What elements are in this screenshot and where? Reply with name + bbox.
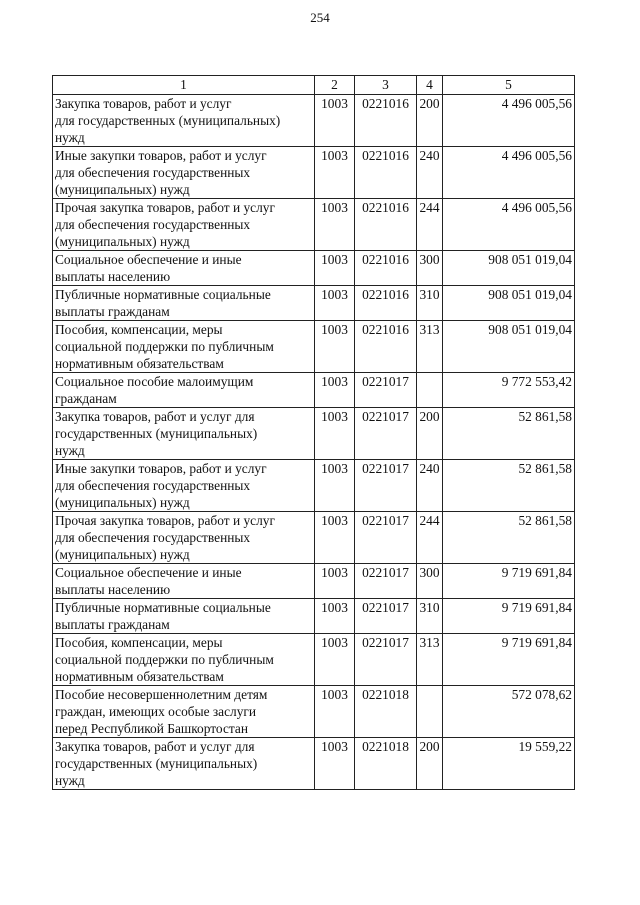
row-name-cell: Социальное обеспечение и иные выплаты населению [53, 251, 315, 286]
table-row [53, 321, 575, 373]
row-amount-cell: 908 051 019,04 [443, 286, 575, 321]
column-header-target: 3 [355, 76, 417, 95]
table-row [53, 599, 575, 634]
row-section-cell: 1003 [315, 286, 355, 321]
row-section-cell: 1003 [315, 251, 355, 286]
page-number: 254 [310, 10, 330, 25]
table-row [53, 373, 575, 408]
row-amount-cell: 4 496 005,56 [443, 147, 575, 199]
table-row [53, 408, 575, 460]
row-section-cell: 1003 [315, 738, 355, 790]
table-row [53, 251, 575, 286]
row-amount-cell: 572 078,62 [443, 686, 575, 738]
row-section-cell: 1003 [315, 599, 355, 634]
row-section-cell: 1003 [315, 512, 355, 564]
row-type-cell: 244 [417, 199, 443, 251]
row-section-cell: 1003 [315, 634, 355, 686]
row-type-cell: 313 [417, 634, 443, 686]
table-header-row [53, 76, 575, 95]
row-name-cell: Социальное пособие малоимущим гражданам [53, 373, 315, 408]
row-amount-cell: 52 861,58 [443, 408, 575, 460]
row-type-cell [417, 373, 443, 408]
row-type-cell: 200 [417, 408, 443, 460]
row-section-cell: 1003 [315, 408, 355, 460]
row-amount-cell: 9 719 691,84 [443, 599, 575, 634]
row-type-cell: 240 [417, 147, 443, 199]
row-type-cell: 240 [417, 460, 443, 512]
row-name-cell: Прочая закупка товаров, работ и услуг для обеспечения государственных (муниципальных) нужд [53, 199, 315, 251]
table-row [53, 199, 575, 251]
column-header-name: 1 [53, 76, 315, 95]
row-amount-cell: 9 719 691,84 [443, 634, 575, 686]
row-name-cell: Иные закупки товаров, работ и услуг для обеспечения государственных (муниципальных) нужд [53, 460, 315, 512]
table-row [53, 634, 575, 686]
row-name-cell: Закупка товаров, работ и услуг для государственных (муниципальных) нужд [53, 95, 315, 147]
table-row [53, 147, 575, 199]
row-type-cell [417, 686, 443, 738]
column-header-amount: 5 [443, 76, 575, 95]
row-amount-cell: 9 772 553,42 [443, 373, 575, 408]
row-target-cell: 0221016 [355, 286, 417, 321]
table-body [53, 95, 575, 790]
row-type-cell: 310 [417, 286, 443, 321]
row-amount-cell: 908 051 019,04 [443, 251, 575, 286]
row-section-cell: 1003 [315, 373, 355, 408]
row-name-cell: Пособие несовершеннолетним детям граждан, имеющих особые заслуги перед Республикой Башкортостан [53, 686, 315, 738]
row-amount-cell: 9 719 691,84 [443, 564, 575, 599]
row-target-cell: 0221017 [355, 373, 417, 408]
table-row [53, 95, 575, 147]
row-target-cell: 0221017 [355, 599, 417, 634]
table-row [53, 512, 575, 564]
row-target-cell: 0221016 [355, 321, 417, 373]
row-name-cell: Закупка товаров, работ и услуг для государственных (муниципальных) нужд [53, 408, 315, 460]
row-target-cell: 0221016 [355, 147, 417, 199]
row-type-cell: 244 [417, 512, 443, 564]
row-name-cell: Публичные нормативные социальные выплаты гражданам [53, 286, 315, 321]
row-amount-cell: 908 051 019,04 [443, 321, 575, 373]
row-section-cell: 1003 [315, 199, 355, 251]
row-name-cell: Прочая закупка товаров, работ и услуг для обеспечения государственных (муниципальных) нужд [53, 512, 315, 564]
row-amount-cell: 19 559,22 [443, 738, 575, 790]
column-header-section: 2 [315, 76, 355, 95]
row-section-cell: 1003 [315, 95, 355, 147]
row-target-cell: 0221017 [355, 634, 417, 686]
table-row [53, 564, 575, 599]
table-row [53, 460, 575, 512]
row-target-cell: 0221017 [355, 512, 417, 564]
row-type-cell: 313 [417, 321, 443, 373]
column-header-type: 4 [417, 76, 443, 95]
row-target-cell: 0221018 [355, 738, 417, 790]
row-target-cell: 0221016 [355, 95, 417, 147]
row-target-cell: 0221016 [355, 199, 417, 251]
row-type-cell: 300 [417, 564, 443, 599]
row-amount-cell: 4 496 005,56 [443, 199, 575, 251]
row-type-cell: 200 [417, 95, 443, 147]
table-row [53, 686, 575, 738]
row-section-cell: 1003 [315, 686, 355, 738]
row-type-cell: 300 [417, 251, 443, 286]
row-target-cell: 0221017 [355, 460, 417, 512]
row-type-cell: 310 [417, 599, 443, 634]
row-target-cell: 0221017 [355, 564, 417, 599]
row-amount-cell: 52 861,58 [443, 460, 575, 512]
table-row [53, 738, 575, 790]
row-amount-cell: 4 496 005,56 [443, 95, 575, 147]
row-name-cell: Пособия, компенсации, меры социальной поддержки по публичным нормативным обязательствам [53, 321, 315, 373]
row-amount-cell: 52 861,58 [443, 512, 575, 564]
row-type-cell: 200 [417, 738, 443, 790]
budget-table [52, 75, 575, 790]
row-name-cell: Иные закупки товаров, работ и услуг для обеспечения государственных (муниципальных) нужд [53, 147, 315, 199]
row-target-cell: 0221018 [355, 686, 417, 738]
row-section-cell: 1003 [315, 321, 355, 373]
row-name-cell: Публичные нормативные социальные выплаты гражданам [53, 599, 315, 634]
row-name-cell: Социальное обеспечение и иные выплаты населению [53, 564, 315, 599]
row-name-cell: Закупка товаров, работ и услуг для государственных (муниципальных) нужд [53, 738, 315, 790]
row-target-cell: 0221017 [355, 408, 417, 460]
table-row [53, 286, 575, 321]
row-name-cell: Пособия, компенсации, меры социальной поддержки по публичным нормативным обязательствам [53, 634, 315, 686]
row-section-cell: 1003 [315, 147, 355, 199]
row-section-cell: 1003 [315, 564, 355, 599]
row-target-cell: 0221016 [355, 251, 417, 286]
row-section-cell: 1003 [315, 460, 355, 512]
